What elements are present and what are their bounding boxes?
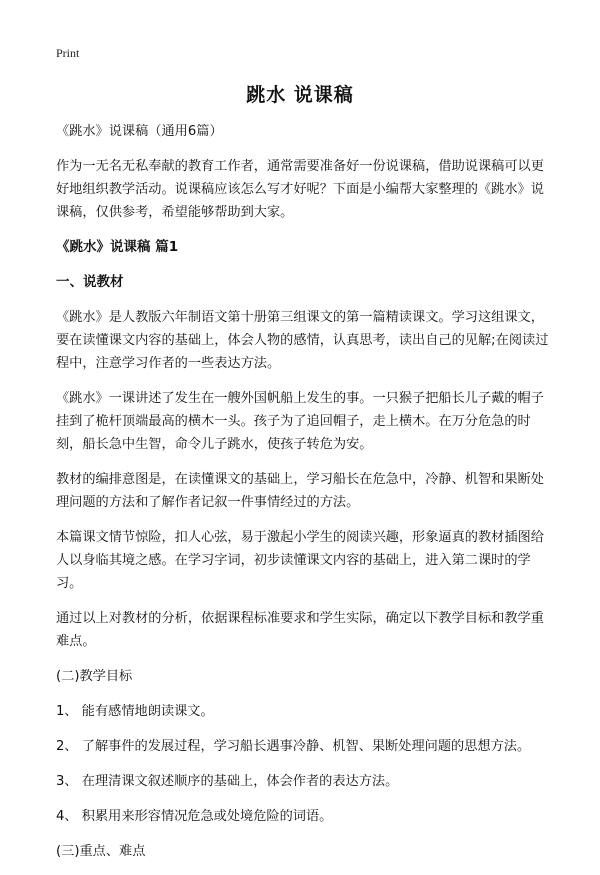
section-heading-key-points: (三)重点、难点 <box>56 844 146 859</box>
intro-paragraph: 作为一无名无私奉献的教育工作者，通常需要准备好一份说课稿，借助说课稿可以更好地组织教学活动。说课稿应该怎么写才好呢？下面是小编帮大家整理的《跳水》说课稿，仅供参考，希望能够帮助到大家。 <box>56 159 544 220</box>
paragraph-3: 教材的编排意图是，在读懂课文的基础上，学习船长在危急中，冷静、机智和果断处理问题的方法和了解作者记叙一件事情经过的方法。 <box>56 472 544 510</box>
paragraph-1: 《跳水》是人教版六年制语文第十册第三组课文的第一篇精读课文。学习这组课文，要在读懂课文内容的基础上，体会人物的感情，认真思考，读出自己的见解;在阅读过程中，注意学习作者的一些表达方法。 <box>56 310 549 371</box>
section-heading-goals: (二)教学目标 <box>56 669 133 684</box>
print-label: Print <box>56 46 80 60</box>
goal-item-3: 3、 在理清课文叙述顺序的基础上，体会作者的表达方法。 <box>56 774 399 789</box>
document-subtitle: 《跳水》说课稿（通用6篇） <box>56 124 223 139</box>
paragraph-2: 《跳水》一课讲述了发生在一艘外国帆船上发生的事。一只猴子把船长儿子戴的帽子挂到了桅杆顶端最高的横木一头。孩子为了追回帽子，走上横木。在万分危急的时刻，船长急中生智，命令儿子跳水，使孩子转危为安。 <box>56 391 544 452</box>
paragraph-4: 本篇课文情节惊险，扣人心弦，易于激起小学生的阅读兴趣，形象逼真的教材插图给人以身临其境之感。在学习字词，初步读懂课文内容的基础上，进入第二课时的学习。 <box>56 530 544 591</box>
section-heading-textbook: 一、说教材 <box>56 274 124 290</box>
page-title: 跳水 说课稿 <box>246 84 354 106</box>
goal-item-4: 4、 积累用来形容情况危急或处境危险的词语。 <box>56 809 333 824</box>
article-heading: 《跳水》说课稿 篇1 <box>56 239 179 255</box>
goal-item-1: 1、 能有感情地朗读课文。 <box>56 704 214 719</box>
goal-item-2: 2、 了解事件的发展过程，学习船长遇事冷静、机智、果断处理问题的思想方法。 <box>56 739 531 754</box>
document-body <box>56 120 552 875</box>
paragraph-5: 通过以上对教材的分析，依据课程标准要求和学生实际，确定以下教学目标和教学重难点。 <box>56 611 544 649</box>
